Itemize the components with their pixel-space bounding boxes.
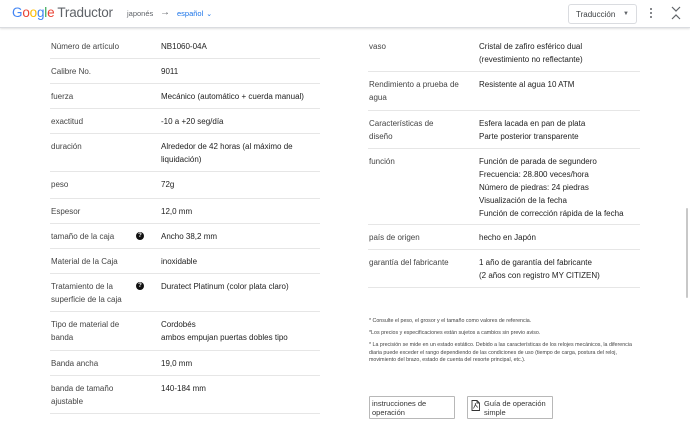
spec-label: peso <box>51 180 69 189</box>
spec-label: Material de la Caja <box>51 257 118 266</box>
spec-value-line: 1 año de garantía del fabricante <box>479 258 592 267</box>
spec-page <box>0 28 690 431</box>
spec-label: vaso <box>369 42 386 51</box>
simple-guide-label: Guía de operación simple <box>484 399 546 417</box>
spec-label: país de origen <box>369 233 420 242</box>
chevron-down-icon: ⌄ <box>206 11 213 18</box>
help-icon[interactable]: ? <box>136 232 144 240</box>
spec-value-line: Parte posterior transparente <box>479 132 579 141</box>
spec-value: NB1060-04A <box>161 42 207 51</box>
spec-label: Tipo de material de banda <box>51 320 120 342</box>
spec-label: Banda ancha <box>51 359 99 368</box>
spec-label: Calibre No. <box>51 67 92 76</box>
spec-value: Resistente al agua 10 ATM <box>479 80 575 89</box>
spec-row <box>50 249 320 274</box>
spec-row <box>50 59 320 84</box>
spec-row <box>50 351 320 376</box>
close-icon[interactable] <box>671 6 681 20</box>
spec-value-line: Esfera lacada en pan de plata <box>479 119 586 128</box>
source-language[interactable]: japonés <box>127 9 154 18</box>
spec-value <box>161 318 316 344</box>
google-wordmark <box>12 5 54 20</box>
spec-label: fuerza <box>51 92 74 101</box>
note-reference: * Consulte el peso, el grosor y el tamaño como valores de referencia. <box>369 318 532 324</box>
spec-value: 9011 <box>161 67 179 76</box>
more-options-icon[interactable] <box>648 6 654 20</box>
google-wordmark-letter: g <box>36 5 45 20</box>
operation-instructions-button[interactable] <box>369 396 455 419</box>
google-wordmark-letter: e <box>47 5 55 20</box>
spec-value: 72g <box>161 180 175 189</box>
spec-label: Espesor <box>51 207 81 216</box>
spec-row <box>368 225 640 250</box>
spec-row <box>368 111 640 149</box>
spec-value: hecho en Japón <box>479 233 536 242</box>
operation-instructions-label: instrucciones de operación <box>372 399 427 417</box>
spec-value: 140-184 mm <box>161 384 206 393</box>
spec-label: tamaño de la caja <box>51 232 115 241</box>
spec-row <box>50 274 320 312</box>
spec-row <box>368 250 640 288</box>
translation-dropdown[interactable] <box>568 4 637 24</box>
spec-value-line: Frecuencia: 28.800 veces/hora <box>479 170 589 179</box>
spec-value-line: Función de corrección rápida de la fecha <box>479 209 624 218</box>
translate-product-name: Traductor <box>57 5 113 20</box>
spec-value-line: Función de parada de segundero <box>479 157 597 166</box>
spec-value: Alrededor de 42 horas (al máximo de liquidación) <box>161 142 293 164</box>
spec-row <box>50 109 320 134</box>
spec-row <box>50 34 320 59</box>
spec-label: garantía del fabricante <box>369 258 449 267</box>
simple-guide-button[interactable] <box>467 396 553 419</box>
spec-row <box>368 34 640 72</box>
spec-value-line: Número de piedras: 24 piedras <box>479 183 589 192</box>
google-wordmark-letter: o <box>22 5 30 20</box>
note-price-change: *Los precios y especificaciones están sujetos a cambios sin previo aviso. <box>369 330 541 336</box>
help-icon[interactable]: ? <box>136 282 144 290</box>
translate-toolbar <box>0 0 690 28</box>
spec-label: Características de diseño <box>369 119 434 141</box>
spec-label: duración <box>51 142 82 151</box>
spec-value-line: ambos empujan puertas dobles tipo <box>161 333 288 342</box>
pdf-document-icon <box>471 400 480 411</box>
spec-row <box>50 84 320 109</box>
spec-value: -10 a +20 seg/día <box>161 117 224 126</box>
scrollbar[interactable] <box>686 208 688 298</box>
swap-arrow-icon: → <box>160 7 170 18</box>
spec-label: Tratamiento de la superficie de la caja <box>51 282 122 304</box>
spec-value-line: Visualización de la fecha <box>479 196 567 205</box>
spec-value <box>479 155 639 220</box>
spec-row <box>50 376 320 414</box>
spec-row <box>50 224 320 249</box>
spec-value <box>479 117 639 143</box>
spec-value-line: Cristal de zafiro esférico dual <box>479 42 583 51</box>
spec-value: Duratect Platinum (color plata claro) <box>161 282 289 291</box>
spec-label: banda de tamaño ajustable <box>51 384 114 406</box>
spec-value: 12,0 mm <box>161 207 193 216</box>
spec-row <box>50 172 320 199</box>
note-precision: * La precisión se mide en un estado estático. Debido a las características de los relojes mecánicos, la diferencia diaria puede exceder el rango dependiendo de las condiciones de uso (tiempo de carga, postura del reloj, movimiento del brazo, estado de cuenta del resorte principal, etc.). <box>369 342 632 363</box>
caret-down-icon: ▼ <box>623 11 629 17</box>
spec-value-line: (revestimiento no reflectante) <box>479 55 583 64</box>
spec-row <box>50 134 320 172</box>
spec-label: Rendimiento a prueba de agua <box>369 80 459 102</box>
spec-value <box>479 256 639 282</box>
spec-value <box>479 40 639 66</box>
google-wordmark-letter: G <box>12 5 23 20</box>
spec-value: inoxidable <box>161 257 198 266</box>
google-translate-logo[interactable] <box>12 5 113 20</box>
target-language-selector[interactable] <box>177 9 212 18</box>
translation-dropdown-label: Traducción <box>576 10 616 19</box>
spec-row <box>50 312 320 351</box>
spec-row <box>368 72 640 111</box>
spec-row <box>368 149 640 225</box>
spec-value: 19,0 mm <box>161 359 193 368</box>
spec-label: función <box>369 157 395 166</box>
spec-label: exactitud <box>51 117 84 126</box>
spec-value-line: Cordobés <box>161 320 196 329</box>
target-language-label: español <box>177 9 204 18</box>
spec-value: Ancho 38,2 mm <box>161 232 218 241</box>
spec-label: Número de artículo <box>51 42 120 51</box>
google-wordmark-letter: o <box>29 5 37 20</box>
spec-value-line: (2 años con registro MY CITIZEN) <box>479 271 600 280</box>
spec-row <box>50 199 320 224</box>
google-wordmark-letter: l <box>44 5 48 20</box>
spec-value: Mecánico (automático + cuerda manual) <box>161 92 304 101</box>
